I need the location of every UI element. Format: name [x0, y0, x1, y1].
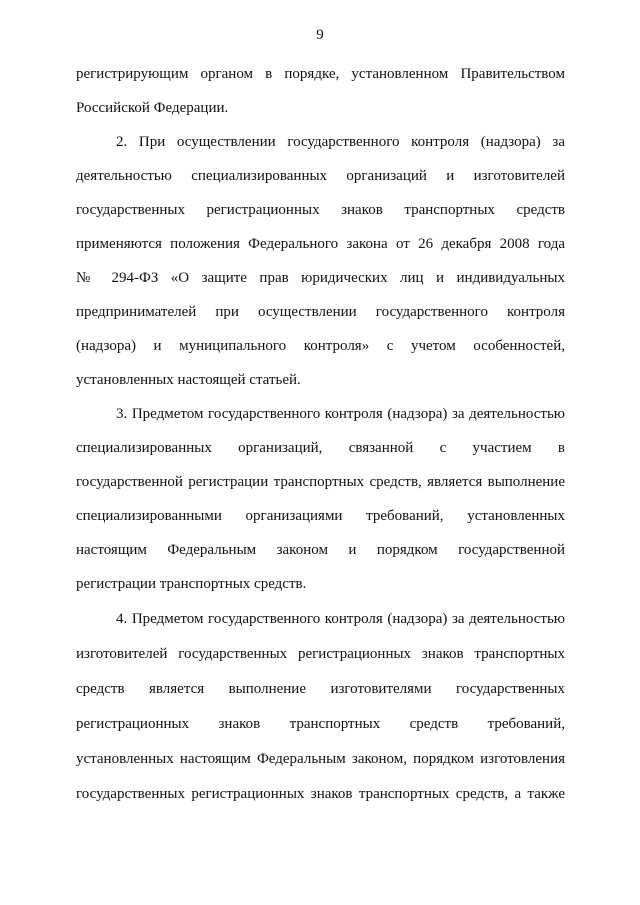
text-line: регистрирующим органом в порядке, установленном Правительством — [76, 66, 565, 82]
text-line: предпринимателей при осуществлении государственного контроля — [76, 304, 565, 320]
text-line: регистрации транспортных средств. — [76, 576, 307, 592]
text-line: регистрационных знаков транспортных средств требований, — [76, 716, 565, 732]
text-line: установленных настоящим Федеральным законом, порядком изготовления — [76, 751, 565, 767]
paragraph-start-line: 4. Предметом государственного контроля (надзора) за деятельностью — [116, 611, 565, 627]
text-line: специализированных организаций, связанной с участием в — [76, 440, 565, 456]
text-line: изготовителей государственных регистрационных знаков транспортных — [76, 646, 565, 662]
text-line: (надзора) и муниципального контроля» с учетом особенностей, — [76, 338, 565, 354]
text-line: специализированными организациями требований, установленных — [76, 508, 565, 524]
text-line: № 294-ФЗ «О защите прав юридических лиц и индивидуальных — [76, 270, 565, 286]
text-line: деятельностью специализированных организаций и изготовителей — [76, 168, 565, 184]
text-line: средств является выполнение изготовителями государственных — [76, 681, 565, 697]
text-line: государственной регистрации транспортных средств, является выполнение — [76, 474, 565, 490]
paragraph-start-line: 3. Предметом государственного контроля (надзора) за деятельностью — [116, 406, 565, 422]
page-number: 9 — [316, 27, 324, 43]
paragraph-start-line: 2. При осуществлении государственного контроля (надзора) за — [116, 134, 565, 150]
text-line: установленных настоящей статьей. — [76, 372, 301, 388]
text-line: настоящим Федеральным законом и порядком государственной — [76, 542, 565, 558]
text-line: применяются положения Федерального закона от 26 декабря 2008 года — [76, 236, 565, 252]
text-line: государственных регистрационных знаков транспортных средств, а также — [76, 786, 565, 802]
text-line: Российской Федерации. — [76, 100, 229, 116]
text-line: государственных регистрационных знаков транспортных средств — [76, 202, 565, 218]
